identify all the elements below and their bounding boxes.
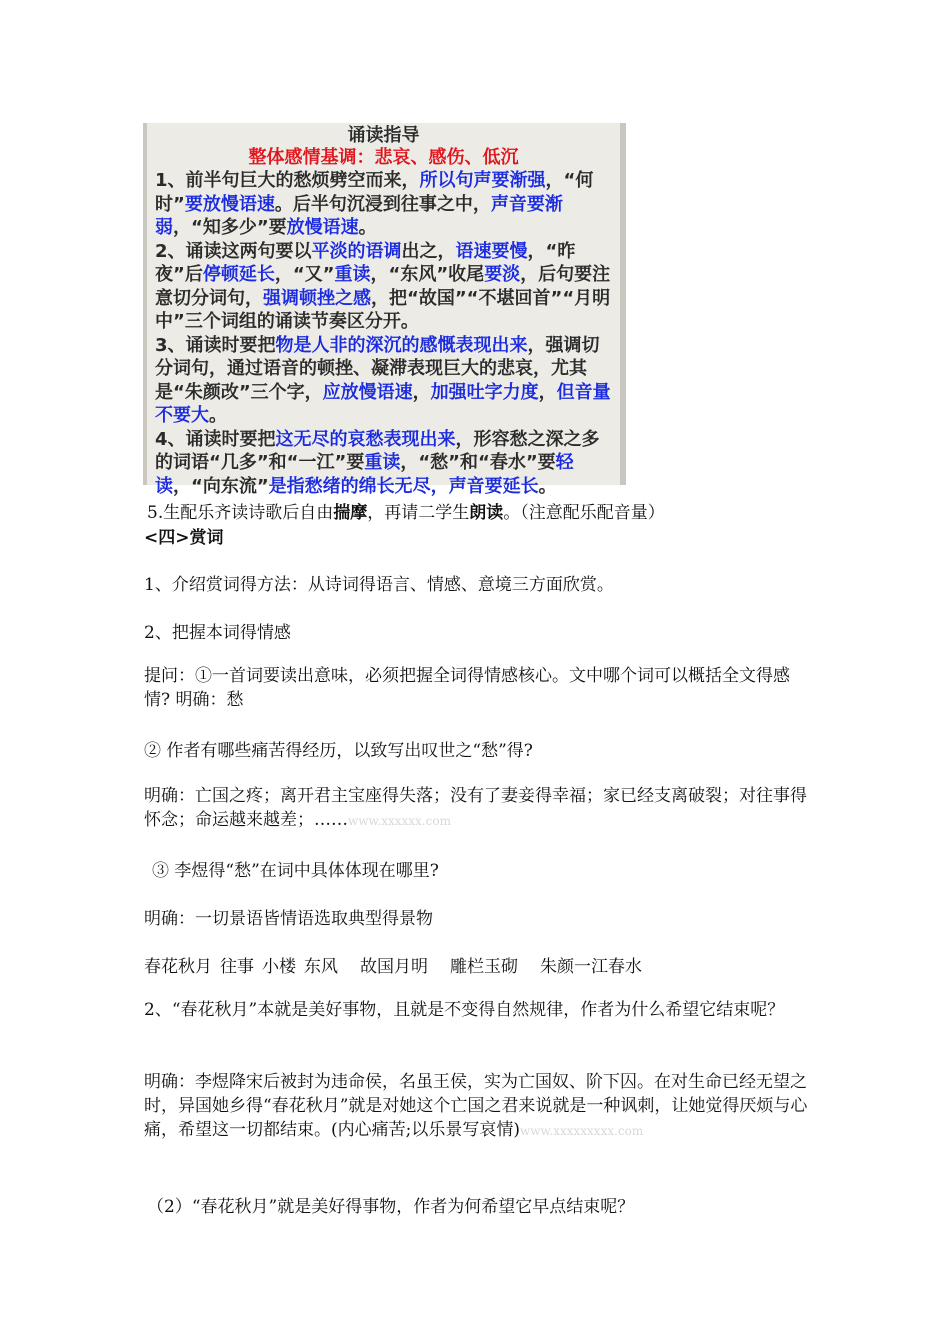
slide-run: 要淡 [484,264,521,285]
slide-run: ，“知多少”要 [173,217,287,238]
slide-run: ，强调切分词句，通过语音的顿挫、凝滞表现巨大的悲哀，尤其是“朱颜改”三个字， [155,334,600,403]
slide-run: 。后半句沉浸到往事之中， [274,193,491,215]
slide-paragraph-1 [155,169,614,240]
slide-run: 物是人非的深沉的感慨表现出来 [275,334,528,356]
step5-bold-1: 揣摩 [333,503,368,523]
imagery-list [144,952,642,977]
imagery-item: 朱颜一江春水 [540,957,642,977]
slide-run: ，“愁”和“春水”要 [400,452,556,473]
step5-text: 5.生配乐齐读诗歌后自由 [147,503,334,523]
imagery-item: 往事 [220,957,254,977]
paragraph-7: 明确：一切景语皆情语选取典型得景物 [144,909,433,929]
slide-run: 是指愁绪的绵长无尽，声音要延长 [268,475,539,497]
slide-paragraph-4 [155,428,614,499]
slide-run: ，“向东流” [173,475,269,497]
slide-run: 要放慢语速 [184,193,275,215]
slide-run: ， [412,381,431,403]
slide-run: 停顿延长 [202,264,275,285]
slide-run: ，“昨夜”后 [155,240,576,285]
slide-run: 放慢语速 [286,217,359,238]
step5-text-3: 。（注意配乐配音量） [503,503,665,523]
slide-run: 声音要渐弱 [155,193,563,238]
paragraph-6: ③ 李煜得“愁”在词中具体体现在哪里? [152,861,439,881]
paragraph-3: 提问：①一首词要读出意味，必须把握全词得情感核心。文中哪个词可以概括全文得感情? 明确：愁 [144,666,790,710]
slide-run: 但音量不要大 [155,381,611,426]
slide-run: 2、诵读这两句要以 [155,240,312,262]
paragraph-9: 2、“春花秋月”本就是美好事物，且就是不变得自然规律，作者为什么希望它结束呢？ [144,1000,785,1020]
slide-run: 。 [209,405,227,426]
slide-run: 1、前半句巨大的愁烦劈空而来， [155,170,420,191]
slide-run: 。 [538,475,557,497]
slide-body [147,169,620,498]
slide-run: ，“何时” [155,170,594,215]
slide-run: 加强吐字力度 [430,381,539,403]
slide-run: 语速要慢 [455,240,528,262]
imagery-item: 东风 [304,957,338,977]
faint-watermark-2: www.xxxxxxxxx.com [520,1124,644,1138]
paragraph-5-text: 明确：亡国之疼；离开君主宝座得失落；没有了妻妾得幸福；家已经支离破裂；对往事得怀念；命运越来越差；…… [144,786,807,830]
slide-run: 3、诵读时要把 [155,334,276,356]
imagery-item: 雕栏玉砌 [450,957,518,977]
section-heading: <四>赏词 [144,528,224,548]
slide-run: 轻读 [155,452,574,497]
slide-paragraph-2 [155,240,614,334]
slide-run: 4、诵读时要把 [155,428,276,450]
slide-run: 。 [358,217,377,238]
slide-run: ，“东风”收尾 [370,264,485,285]
reading-guide-slide [143,123,626,497]
paragraph-5 [144,784,809,833]
paragraph-1: 1、介绍赏词得方法：从诗词得语言、情感、意境三方面欣赏。 [144,575,614,595]
slide-run: 重读 [364,452,401,473]
slide-run: ，“又” [274,264,335,285]
paragraph-10 [144,1070,809,1143]
slide-run: 重读 [334,264,371,285]
slide-run: ，形容愁之深之多的词语“几多”和“一江”要 [155,428,600,473]
step5-bold-2: 朗读 [469,503,504,523]
slide-run: 所以句声要渐强 [419,170,546,191]
imagery-item: 故国月明 [360,957,428,977]
faint-watermark-1: www.xxxxxx.com [348,814,451,828]
paragraph-11: （2）“春花秋月”就是美好得事物，作者为何希望它早点结束呢？ [147,1197,635,1217]
slide-run: 出之， [401,240,456,262]
imagery-item: 春花秋月 [144,957,212,977]
slide-run: 应放慢语速 [322,381,413,403]
slide-subtitle: 整体感情基调：悲哀、感伤、低沉 [248,147,519,168]
paragraph-4: ② 作者有哪些痛苦得经历，以致写出叹世之“愁”得? [144,741,533,761]
slide-paragraph-3 [155,334,614,428]
imagery-item: 小楼 [262,957,296,977]
slide-run: 平淡的语调 [311,240,402,262]
step5-paragraph [147,498,665,523]
step5-text-2: ，再请二学生 [367,503,470,523]
paragraph-2: 2、把握本词得情感 [144,623,291,643]
slide-run: 这无尽的哀愁表现出来 [275,428,456,450]
paragraph-10-text: 明确：李煜降宋后被封为违命侯，名虽王侯，实为亡国奴、阶下囚。在对生命已经无望之时，异国她乡得“春花秋月”就是对她这个亡国之君来说就是一种讽刺，让她觉得厌烦与心痛，希望这一切都结束。(内心痛苦;以乐景写哀情) [144,1072,808,1140]
slide-run: ， [538,381,557,403]
slide-run: 强调顿挫之感 [263,287,371,309]
slide-run: ，把“故国”“不堪回首”“月明中”三个词组的诵读节奏区分开。 [155,287,611,332]
slide-run: ，后句要注意切分词句， [155,264,611,309]
slide-title: 诵读指导 [347,125,420,146]
